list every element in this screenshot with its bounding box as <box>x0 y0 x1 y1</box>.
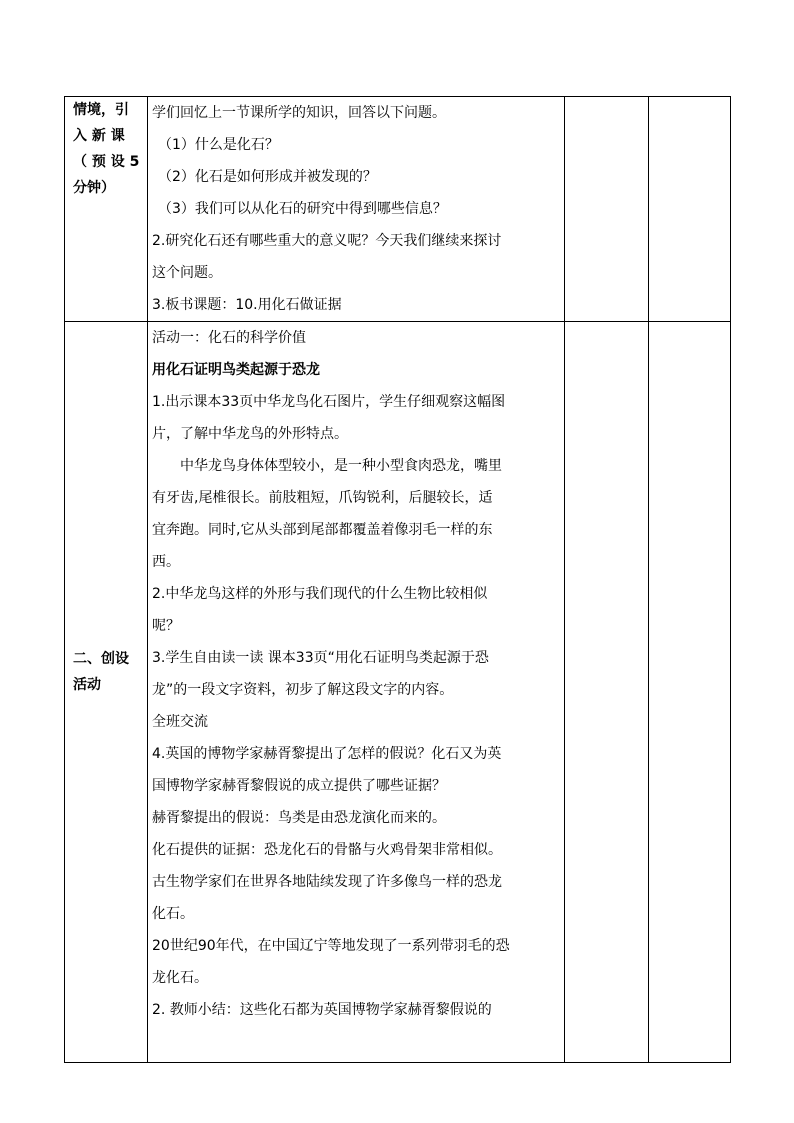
content-line: 2.研究化石还有哪些重大的意义呢？今天我们继续来探讨 <box>152 233 502 249</box>
content-line: 龙”的一段文字资料，初步了解这段文字的内容。 <box>152 682 454 698</box>
empty-cell <box>565 322 649 1063</box>
content-line: 这个问题。 <box>152 265 222 281</box>
content-line: 呢？ <box>152 618 180 634</box>
content-line: 2.中华龙鸟这样的外形与我们现代的什么生物比较相似 <box>152 586 488 602</box>
content-line: 化石。 <box>152 906 194 922</box>
section-label-cell <box>65 97 148 322</box>
table-row <box>65 322 731 1063</box>
content-line: 片，了解中华龙鸟的外形特点。 <box>152 426 348 442</box>
content-line: 4.英国的博物学家赫胥黎提出了怎样的假说？化石又为英 <box>152 746 502 762</box>
content-line: 1.出示课本33页中华龙鸟化石图片，学生仔细观察这幅图 <box>152 394 506 410</box>
content-line: 国博物学家赫胥黎假说的成立提供了哪些证据？ <box>152 778 446 794</box>
content-line: 全班交流 <box>152 714 208 730</box>
content-cell <box>148 97 565 322</box>
content-line: 赫胥黎提出的假说：鸟类是由恐龙演化而来的。 <box>152 810 446 826</box>
content-line: 古生物学家们在世界各地陆续发现了许多像鸟一样的恐龙 <box>152 874 502 890</box>
content-line: 龙化石。 <box>152 970 208 986</box>
section-label-line: 分钟） <box>73 180 115 196</box>
lesson-plan-table <box>64 96 731 1063</box>
content-line: 3.板书课题：10.用化石做证据 <box>152 297 342 313</box>
question-line: （1）什么是化石？ <box>158 137 279 153</box>
question-line: （2）化石是如何形成并被发现的？ <box>158 169 377 185</box>
section-label-cell <box>65 322 148 1063</box>
question-line: （3）我们可以从化石的研究中得到哪些信息？ <box>158 201 447 217</box>
section-label-line: 二、创设 <box>73 651 129 667</box>
section-label-line: 活动 <box>73 677 101 693</box>
content-line: 20世纪90年代，在中国辽宁等地发现了一系列带羽毛的恐 <box>152 938 510 954</box>
content-line: 2. 教师小结：这些化石都为英国博物学家赫胥黎假说的 <box>152 1002 492 1018</box>
content-line: 宜奔跑。同时,它从头部到尾部都覆盖着像羽毛一样的东 <box>152 522 493 538</box>
table-row <box>65 97 731 322</box>
content-cell <box>148 322 565 1063</box>
section-label-line: （ 预 设 5 <box>73 154 140 170</box>
topic-heading: 用化石证明鸟类起源于恐龙 <box>152 362 320 378</box>
content-line: 有牙齿,尾椎很长。前肢粗短，爪钩锐利，后腿较长，适 <box>152 490 493 506</box>
section-label-line: 情境，引 <box>73 102 129 118</box>
activity-title: 活动一：化石的科学价值 <box>152 330 306 346</box>
empty-cell <box>649 97 731 322</box>
empty-cell <box>565 97 649 322</box>
content-line: 3.学生自由读一读 课本33页“用化石证明鸟类起源于恐 <box>152 650 489 666</box>
content-line: 化石提供的证据：恐龙化石的骨骼与火鸡骨架非常相似。 <box>152 842 502 858</box>
content-line: 西。 <box>152 554 180 570</box>
section-label-line: 入 新 课 <box>73 128 125 144</box>
content-line: 中华龙鸟身体体型较小，是一种小型食肉恐龙，嘴里 <box>180 458 502 474</box>
content-line: 学们回忆上一节课所学的知识，回答以下问题。 <box>152 105 446 121</box>
empty-cell <box>649 322 731 1063</box>
